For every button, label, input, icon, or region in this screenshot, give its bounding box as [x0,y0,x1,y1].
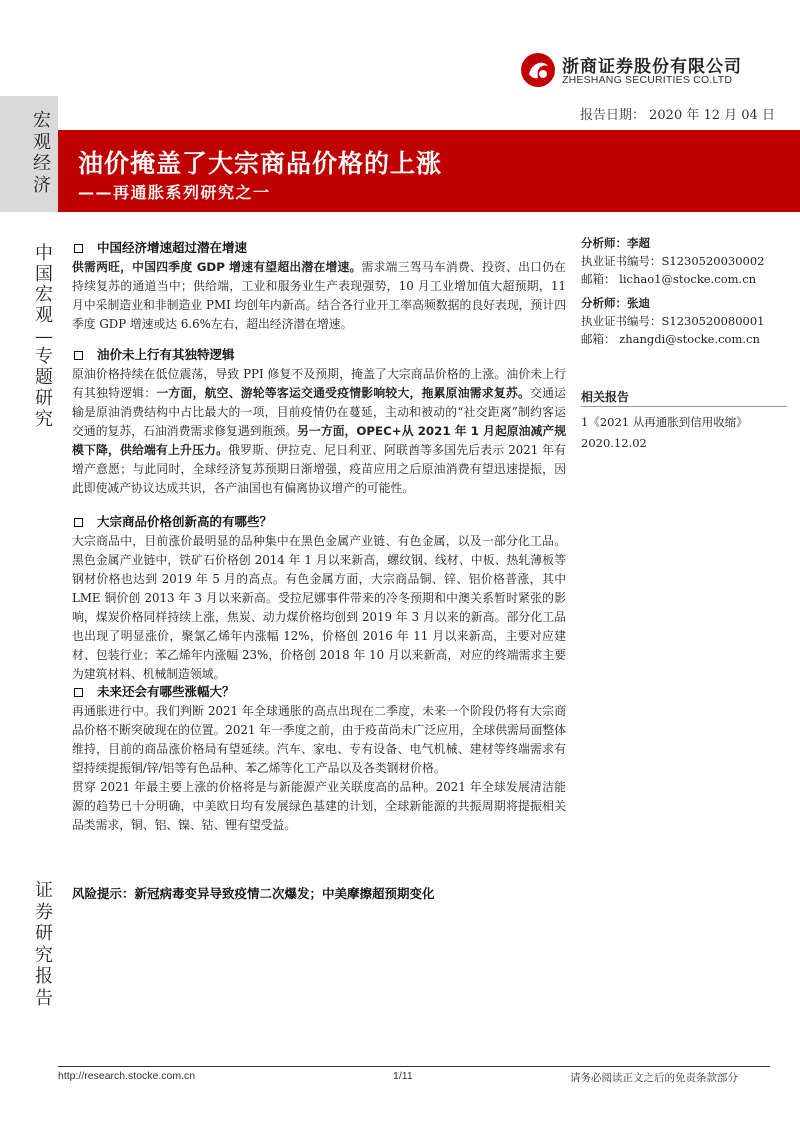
section-heading: 中国经济增速超过潜在增速 [72,238,566,258]
analyst-name: 李超 [627,236,650,250]
analyst-card: 分析师：张迪 执业证书编号：S1230520080001 邮箱： zhangdi@stocke.com.cn [581,294,786,348]
company-logo [520,50,770,90]
analyst-name: 张迪 [627,296,650,310]
footer-disclaimer: 请务必阅读正文之后的免责条款部分 [570,1072,738,1084]
section-heading: 油价未上行有其独特逻辑 [72,345,566,365]
section-commodities [72,512,566,684]
analyst-cert: 执业证书编号：S1230520080001 [581,314,765,328]
related-reports-heading: 相关报告 [581,390,630,404]
section-heading: 大宗商品价格创新高的有哪些？ [72,512,566,532]
sidebar-report-type: 证券研究报告 [35,880,53,1009]
related-report-date: 2020.12.02 [581,436,647,450]
section-paragraph: 再通胀进行中。我们判断 2021 年全球通胀的高点出现在二季度，未来一个阶段仍将有大宗商品价格不断突破现在的位置。2021 年一季度之前，由于疫苗尚未广泛应用，全球供需局面整体维持，目前的商品涨价格局有望延续。汽车、家电、专有设备、电气机械、建材等终端需求有望持续提振铜/锌/铝等有色品种、苯乙烯等化工产品以及各类钢材价格。 [72,704,566,775]
company-logo-icon [520,52,556,88]
section-paragraph: 贯穿 2021 年最主要上涨的价格将是与新能源产业关联度高的品种。2021 年全球发展清洁能源的趋势已十分明确，中美欧日均有发展绿色基建的计划，全球新能源的共振周期将提振相关品类需求，铜、铝、镍、钴、锂有望受益。 [72,780,566,832]
section-paragraph: 原油价格持续在低位震荡，导致 PPI 修复不及预期，掩盖了大宗商品价格的上涨。油价未上行有其独特逻辑：一方面，航空、游轮等客运交通受疫情影响较大，拖累原油需求复苏。交通运输是原油消费结构中占比最大的一项，目前疫情仍在蔓延，主动和被动的“社交距离”制约客运交通的复苏，石油消费需求修复遇到瓶颈。另一方面，OPEC+从 2021 年 1 月起原油减产规模下降，供给端有上升压力。俄罗斯、伊拉克、尼日利亚、阿联酋等多国先后表示 2021 年有增产意愿；与此同时，全球经济复苏预期日渐增强，疫苗应用之后原油消费有望迅速提振，因此即使减产协议达成共识，各产油国也有偏离协议增产的可能性。 [72,367,566,495]
analyst-email[interactable]: 邮箱： lichao1@stocke.com.cn [581,272,757,286]
page-title: 油价掩盖了大宗商品价格的上涨 [78,149,443,178]
section-paragraph: 大宗商品中，目前涨价最明显的品种集中在黑色金属产业链、有色金属，以及一部分化工品。黑色金属产业链中，铁矿石价格创 2014 年 1 月以来新高，螺纹钢、线材、中板、热轧薄板等钢材价格也达到 2019 年 5 月的高点。有色金属方面，大宗商品铜、锌、铝价格普涨，其中 LME 铜价创 2013 年 3 月以来新高。受拉尼娜事件带来的冷冬预期和中澳关系暂时紧张的影响，煤炭价格同样持续上涨，焦炭、动力煤价格均创到 2019 年 3 月以来的新高。部分化工品也出现了明显涨价，聚氯乙烯年内涨幅 12%，价格创 2016 年 11 月以来新高，主要对应建材、包装行业；苯乙烯年内涨幅 23%，价格创 2018 年 10 月以来新高，对应的终端需求主要为建筑材料、机械制造领域。 [72,534,566,681]
company-name-cn: 浙商证券股份有限公司 [562,57,742,77]
footer-divider [58,1066,770,1067]
report-date: 报告日期： 2020 年 12 月 04 日 [580,108,775,123]
section-outlook [72,682,566,835]
checkbox-bullet-icon [74,244,83,253]
section-paragraph: 供需两旺，中国四季度 GDP 增速有望超出潜在增速。需求端三驾马车消费、投资、出口仍在持续复苏的通道当中；供给端，工业和服务业生产表现强势，10 月工业增加值大超预期，11 月中采制造业和非制造业 PMI 均创年内新高。结合各行业开工率高频数据的良好表现，预计四季度 GDP 增速或达 6.6%左右，超出经济潜在增速。 [72,260,566,331]
page-subtitle: ——再通胀系列研究之一 [78,183,271,202]
footer-url[interactable]: http://research.stocke.com.cn [58,1070,196,1082]
analyst-email[interactable]: 邮箱： zhangdi@stocke.com.cn [581,332,760,346]
checkbox-bullet-icon [74,688,83,697]
sidebar-category: 宏观经济 [33,110,51,196]
sidebar-column: 中国宏观—专题研究 [35,243,53,430]
page-number: 1/11 [393,1070,413,1082]
section-oil [72,345,566,498]
section-economy [72,238,566,334]
analyst-cert: 执业证书编号：S1230520030002 [581,254,765,268]
checkbox-bullet-icon [74,518,83,527]
company-name-en: ZHESHANG SECURITIES CO.LTD [562,74,733,86]
risk-warning: 风险提示：新冠病毒变异导致疫情二次爆发；中美摩擦超预期变化 [72,886,435,901]
analyst-card: 分析师：李超 执业证书编号：S1230520030002 邮箱： lichao1@stocke.com.cn [581,234,786,288]
section-heading: 未来还会有哪些涨幅大？ [72,682,566,702]
related-report-link[interactable]: 1《2021 从再通胀到信用收缩》 [581,415,748,429]
checkbox-bullet-icon [74,351,83,360]
divider [581,406,787,407]
